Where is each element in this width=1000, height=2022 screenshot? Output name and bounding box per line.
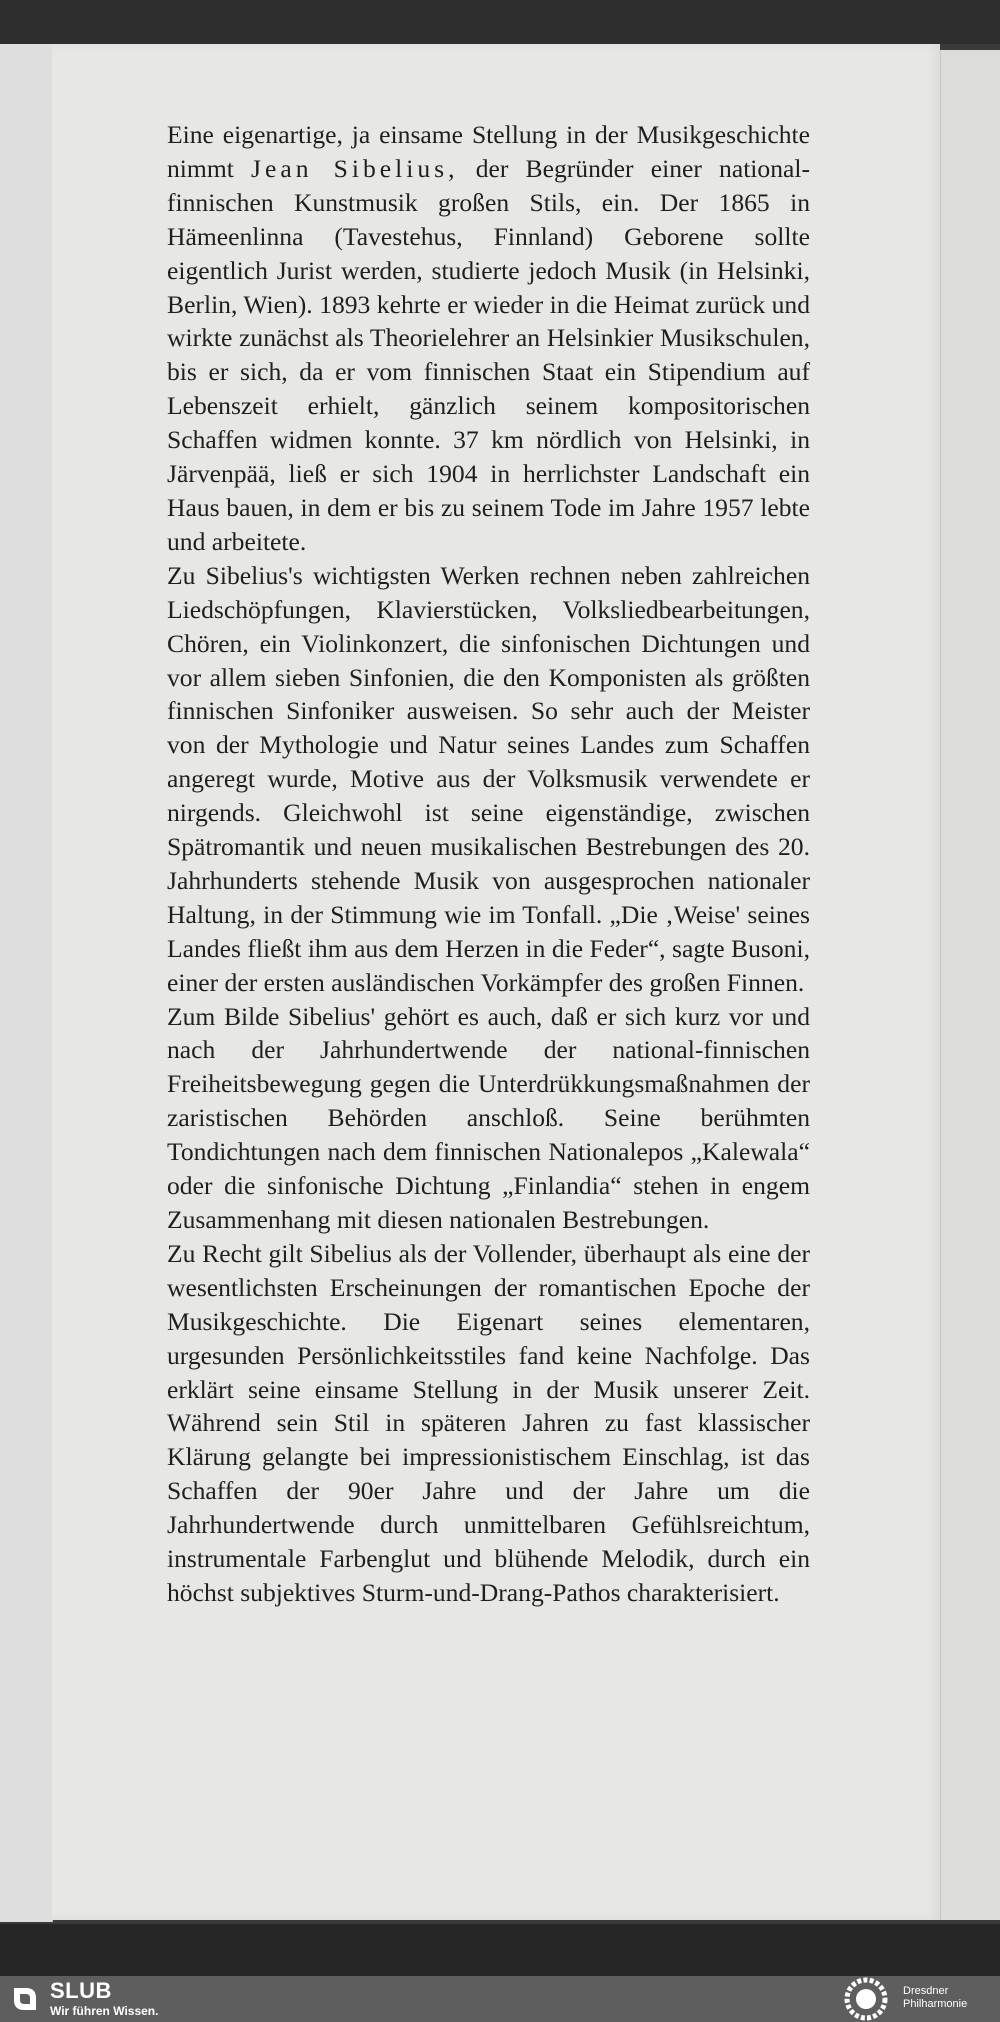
paragraph-2: Zu Sibelius's wichtigsten Werken rechnen neben zahlreichen Liedschöpfungen, Klavierstücken, Volksliedbearbeitungen, Chören, ein Violinkonzert, die sinfonischen Dichtungen und vor allem sieben Sinfonien, die den Komponisten als größten finnischen Sinfoniker ausweisen. So sehr auch der Meister von der Mythologie und Natur seines Landes zum Schaffen angeregt wurde, Motive aus der Volksmusik verwendete er nirgends. Gleichwohl ist seine eigenständige, zwischen Spätromantik und neuen musikalischen Bestrebungen des 20. Jahrhunderts stehende Musik von ausgesprochen nationaler Haltung, in der Stimmung wie im Tonfall. „Die ‚Weise' seines Landes fließt ihm aus dem Herzen in die Feder“, sagte Busoni, einer der ersten ausländischen Vorkämpfer des großen Finnen.	[167, 560, 810, 997]
footer-bar	[0, 1976, 1000, 2022]
composer-name: Jean Sibelius,	[251, 153, 459, 183]
slub-name[interactable]: SLUB	[50, 1978, 112, 2003]
dresdner-philharmonie-name[interactable]	[903, 1985, 967, 2011]
paragraph-4: Zu Recht gilt Sibelius als der Vollender, überhaupt als eine der wesentlichsten Erscheinungen der romantischen Epoche der Musikgeschichte. Die Eigenart seines elementaren, urgesunden Persönlichkeitsstiles fand keine Nachfolge. Das erklärt seine einsame Stellung in der Musik unserer Zeit. Während sein Stil in späteren Jahren zu fast klassischer Klärung gelangte bei impressionistischem Einschlag, ist das Schaffen der 90er Jahre und der Jahre um die Jahrhundertwende durch unmittelbaren Gefühlsreichtum, instrumentale Farbenglut und blühende Melodik, durch ein höchst subjektives Sturm-und-Drang-Pathos charakterisiert.	[167, 1238, 810, 1607]
page-left-edge	[0, 44, 53, 1922]
partner-line-2: Philharmonie	[903, 1998, 968, 2010]
paragraph-1-rest: der Begründer einer national-finnischen Kunstmusik großen Stils, ein. Der 1865 in Hämeenlinna (Tavestehus, Finnland) Geborene sollte eigentlich Jurist werden, studierte jedoch Musik (in Helsinki, Berlin, Wien). 1893 kehrte er wieder in die Heimat zurück und wirkte zunächst als Theorielehrer an Helsinkier Musikschulen, bis er sich, da er vom finnischen Staat ein Stipendium auf Lebenszeit erhielt, gänzlich seinem kompositorischen Schaffen widmen konnte. 37 km nördlich von Helsinki, in Järvenpää, ließ er sich 1904 in herrlichster Landschaft ein Haus bauen, in dem er bis zu seinem Tode im Jahre 1957 lebte und arbeitete.	[167, 153, 810, 556]
dresdner-philharmonie-logo-icon[interactable]	[840, 1977, 892, 2021]
slub-tagline: Wir führen Wissen.	[50, 2004, 159, 2018]
slub-logo-icon[interactable]	[12, 1986, 38, 2012]
bottom-dark-strip	[0, 1924, 1000, 1976]
partner-line-1: Dresdner	[903, 1985, 949, 1997]
page-right-edge	[940, 50, 1000, 1920]
paragraph-1-start: Eine eigenartige, ja einsame Stellung in der Musikgeschichte nimmt	[167, 120, 810, 183]
top-dark-strip	[0, 0, 1000, 46]
paragraph-3: Zum Bilde Sibelius' gehört es auch, daß er sich kurz vor und nach der Jahrhundertwende der national-finnischen Freiheitsbewegung gegen die Unterdrükkungsmaßnahmen der zaristischen Behörden anschloß. Seine berühmten Tondichtungen nach dem finnischen Nationalepos „Kalewala“ oder die sinfonische Dichtung „Finlandia“ stehen in engem Zusammenhang mit diesen nationalen Bestrebungen.	[167, 1001, 810, 1234]
body-text	[167, 118, 810, 1610]
paragraph-1	[167, 118, 810, 559]
